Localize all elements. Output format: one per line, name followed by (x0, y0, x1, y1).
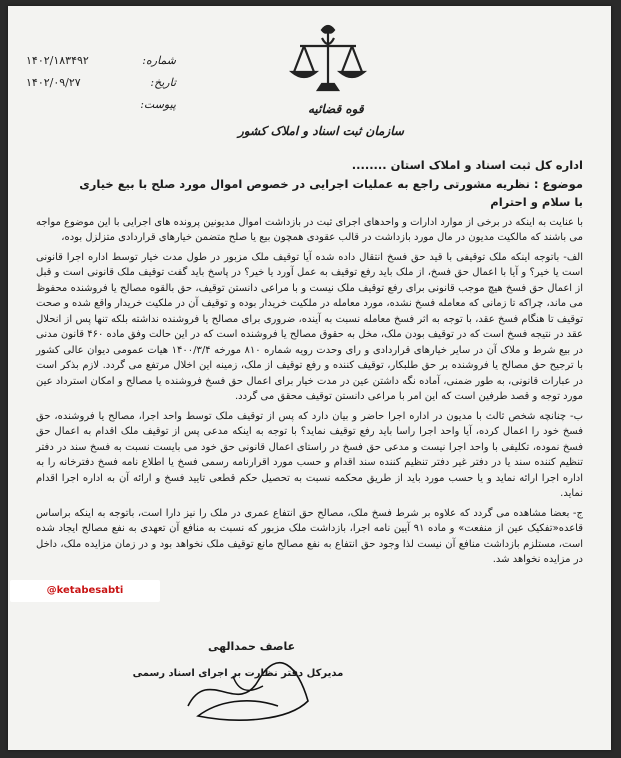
attachment-label: پیوست: (140, 98, 176, 111)
number-row (26, 54, 176, 76)
org-judiciary: قوه قضائیه (308, 102, 364, 116)
subject-line: موضوع : نظریه مشورتی راجع به عملیات اجرایی در خصوص اموال مورد صلح با بیع خیاری (79, 176, 583, 191)
emblem-icon (278, 20, 378, 100)
paragraph-jim: ج- بعضا مشاهده می گردد که علاوه بر شرط فسخ ملک، مصالح حق انتفاع عمری در ملک را نیز دارا است، باتوجه به اینکه براساس قاعده«تفکیک عین از منفعت» و ماده ۹۱ آیین نامه اجرا، بازداشت ملک مزبور که نسبت به منافع آن تعهدی به نفع مصالح ایجاد شده است، مستلزم بازداشت منافع آن نیست لذا وجود حق انتفاع به نفع مصالح مانع توقیف ملک نخواهد بود و در زمان مزایده ملک، داخل در مزایده نخواهد شد. (36, 507, 583, 565)
date-row (26, 76, 176, 98)
signature (178, 646, 318, 726)
greeting-line: با سلام و احترام (490, 195, 583, 209)
date-label: تاریخ: (150, 76, 176, 89)
number-value: ۱۴۰۲/۱۸۳۴۹۲ (26, 54, 89, 67)
letter-meta (26, 54, 176, 120)
paragraph-be: ب- چنانچه شخص ثالث با مدیون در اداره اجرا حاضر و بیان دارد که پس از توقیف ملک توسط واحد اجرا، مصالح یا فروشنده، حق فسخ خود را اعمال کرده، آیا واحد اجرا راسا باید رفع توقیف نماید؟ با توجه به اینکه مدعی پس از توقیف ملک اقدام به اعمال حق فسخ نموده، تکلیفی با واحد اجرا نیست و مدعی حق فسخ در راستای اعمال قانونی حق خود می بایست نسبت به فسخ سند در دفتر تنظیم کننده سند یا در دفتر غیر دفتر تنظیم کننده سند اقدام و حسب مورد اقرارنامه رسمی فسخ یا اطلاع نامه فسخ دفترخانه را به اداره اجرا ارائه نماید و یا حسب مورد باید از طریق محکمه نسبت به تحصیل حکم قطعی تایید فسخ و ارائه آن به اداره اجرا اقدام نماید. (36, 410, 583, 499)
attachment-row (26, 98, 176, 120)
signer-title: مدیرکل دفتر نظارت بر اجرای اسناد رسمی (132, 668, 344, 679)
recipient-line: اداره کل ثبت اسناد و املاک استان ........ (351, 158, 583, 172)
letter-body (36, 158, 583, 572)
date-value: ۱۴۰۲/۰۹/۲۷ (26, 76, 81, 89)
letter-sheet (8, 6, 611, 750)
signer-name: عاصف حمدالهی (208, 640, 296, 653)
watermark-tag: @ketabesabti (10, 580, 160, 602)
paragraph-alef: الف- باتوجه اینکه ملک توقیفی با قید حق فسخ انتقال داده شده آیا توقیف ملک مزبور در طول مدت خیار توسط اداره اجرا قانونی است یا خیر؟ و آیا با اعمال حق فسخ، از ملک باید رفع توقیف به عمل آورد یا خیر؟ در پاسخ باید گفت توقیف ملک قانونی است و قبل از اعمال حق فسخ هیچ موجب قانونی برای رفع توقیف ملک نیست و با مراعی دانستن توقیف، حق بالقوه مصالح یا فروشنده محفوظ می ماند، چراکه تا زمانی که معامله فسخ نشده، مورد معامله در ملکیت خریدار بوده و توقیف آن در ملکیت خریدار واقع شده و صحت توقیف تا هنگام فسخ عقد، با توجه به اثر فسخ معامله نسبت به آینده، ضروری برای مصالح یا فروشنده نداشته بلکه تنها پس از انحلال عقد در نتیجه فسخ است که در توقیف بودن ملک، مخل به حقوق مصالح یا فروشنده است که در این حالت وفق ماده ۴۶۰ قانون مدنی در بیع شرط و ملاک آن در سایر خیارهای قراردادی و رای وحدت رویه شماره ۸۱۰ مورخه ۱۴۰۰/۳/۴ هیات عمومی دیوان عالی کشور با ترجیح حق مصالح یا فروشنده بر حق طلبکار، توقیف کننده و رفع توقیف از ملک، زمینه این اخلال مرتفع می گردد. لازم بذکر است در عبارات قانونی، به طور ضمنی، آماده نگه داشتن عین در مدت خیار برای اعمال حق فسخ فروشنده یا مصالح و امکان استرداد عین مورد توجه و قصد طرفین است که این امر با مراعی دانستن توقیف محقق می گردد. (36, 251, 583, 402)
number-label: شماره: (142, 54, 176, 67)
org-registry: سازمان ثبت اسناد و املاک کشور (238, 124, 404, 138)
intro-paragraph: با عنایت به اینکه در برخی از موارد ادارات و واحدهای اجرای ثبت در بازداشت اموال مدیونین پرونده های اجرایی با این موضوع مواجه می باشند که مالکیت مدیون در مال مورد بازداشت در قالب عقودی همچون بیع یا صلح متضمن خیارهای قراردادی متزلزل بوده، (36, 216, 583, 243)
